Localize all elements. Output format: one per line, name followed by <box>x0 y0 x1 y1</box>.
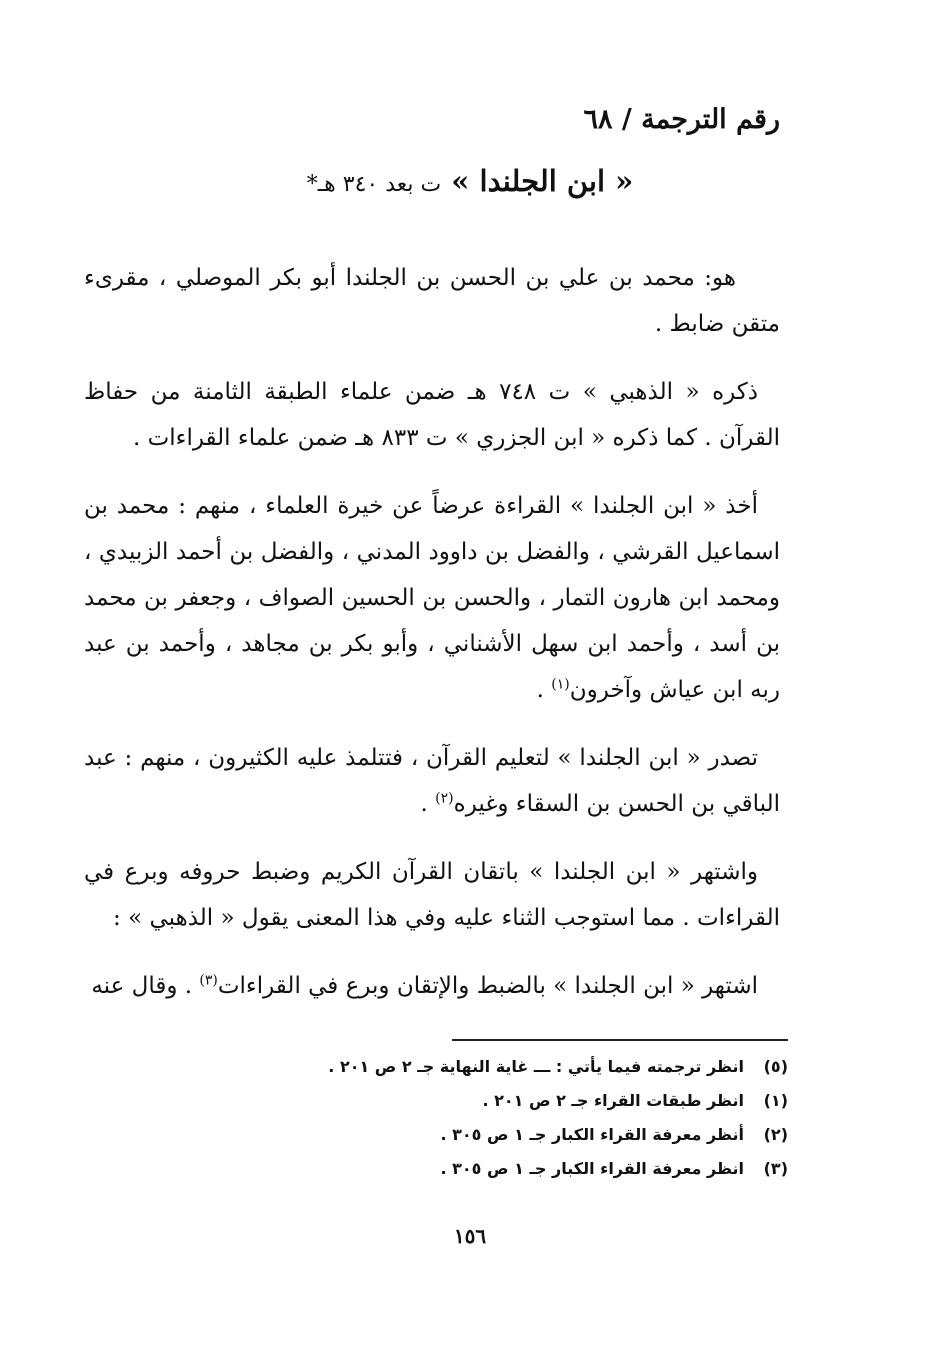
footnote-ref-3: (٣) <box>199 972 218 989</box>
paragraph-teachers <box>84 483 780 713</box>
paragraph-quote-text: اشتهر « ابن الجلندا » بالضبط والإتقان وبرع في القراءات <box>217 973 758 999</box>
footnote-divider <box>452 1039 788 1041</box>
footnote-text: انظر معرفة القراء الكبار جـ ١ ص ٣٠٥ . <box>440 1159 744 1178</box>
entry-title <box>0 164 940 198</box>
footnote-item <box>268 1118 788 1152</box>
footnote-ref-1: (١) <box>551 676 570 693</box>
biography-number: رقم الترجمة / ٦٨ <box>583 104 780 135</box>
footnotes <box>268 1050 788 1186</box>
paragraph-students-text: تصدر « ابن الجلندا » لتعليم القرآن ، فتتلمذ عليه الكثيرون ، منهم : عبد الباقي بن الحسن بن السقاء وغيره <box>84 745 780 817</box>
paragraph-quote <box>84 963 780 1009</box>
paragraph-identity: هو: محمد بن علي بن الحسن بن الجلندا أبو بكر الموصلي ، مقرىء متقن ضابط . <box>84 265 780 337</box>
paragraph-teachers-text: أخذ « ابن الجلندا » القراءة عرضاً عن خيرة العلماء ، منهم : محمد بن اسماعيل القرشي ، والفضل بن داوود المدني ، والفضل بن أحمد الزبيدي ، ومحمد ابن هارون التمار ، والحسن بن الحسين الصواف ، وجعفر بن محمد بن أسد ، وأحمد ابن سهل الأشناني ، وأبو بكر بن مجاهد ، وأحمد بن عبد ربه ابن عياش وآخرون <box>84 493 780 703</box>
paragraph-sources: ذكره « الذهبي » ت ٧٤٨ هـ ضمن علماء الطبقة الثامنة من حفاظ القرآن . كما ذكره « ابن الجزري » ت ٨٣٣ هـ ضمن علماء القراءات . <box>84 379 780 451</box>
footnote-text: انظر طبقات القراء جـ ٢ ص ٢٠١ . <box>482 1091 744 1110</box>
page-number: ١٥٦ <box>453 1224 487 1248</box>
footnote-item <box>268 1084 788 1118</box>
biography-body <box>84 255 780 1031</box>
footnote-mark: (٥) <box>763 1057 788 1076</box>
footnote-mark: (٣) <box>763 1159 788 1178</box>
footnote-text: أنظر معرفة القراء الكبار جـ ١ ص ٣٠٥ . <box>440 1125 744 1144</box>
footnote-text: انظر ترجمته فيما يأتي : ـــ غاية النهاية جـ ٢ ص ٢٠١ . <box>328 1057 744 1076</box>
paragraph-fame: واشتهر « ابن الجلندا » باتقان القرآن الكريم وضبط حروفه وبرع في القراءات . مما استوجب الثناء عليه وفي هذا المعنى يقول « الذهبي » : <box>84 859 780 931</box>
footnote-mark: (١) <box>763 1091 788 1110</box>
entry-title-name: « ابن الجلندا » <box>451 164 634 198</box>
entry-title-date: ت بعد ٣٤٠ هـ* <box>306 172 442 197</box>
footnote-mark: (٢) <box>763 1125 788 1144</box>
footnote-ref-2: (٢) <box>435 790 454 807</box>
paragraph-students-end: . <box>420 791 436 817</box>
paragraph-students <box>84 735 780 827</box>
footnote-item <box>268 1152 788 1186</box>
paragraph-quote-end: . وقال عنه <box>91 973 200 999</box>
paragraph-teachers-end: . <box>536 677 552 703</box>
footnote-item <box>268 1050 788 1084</box>
